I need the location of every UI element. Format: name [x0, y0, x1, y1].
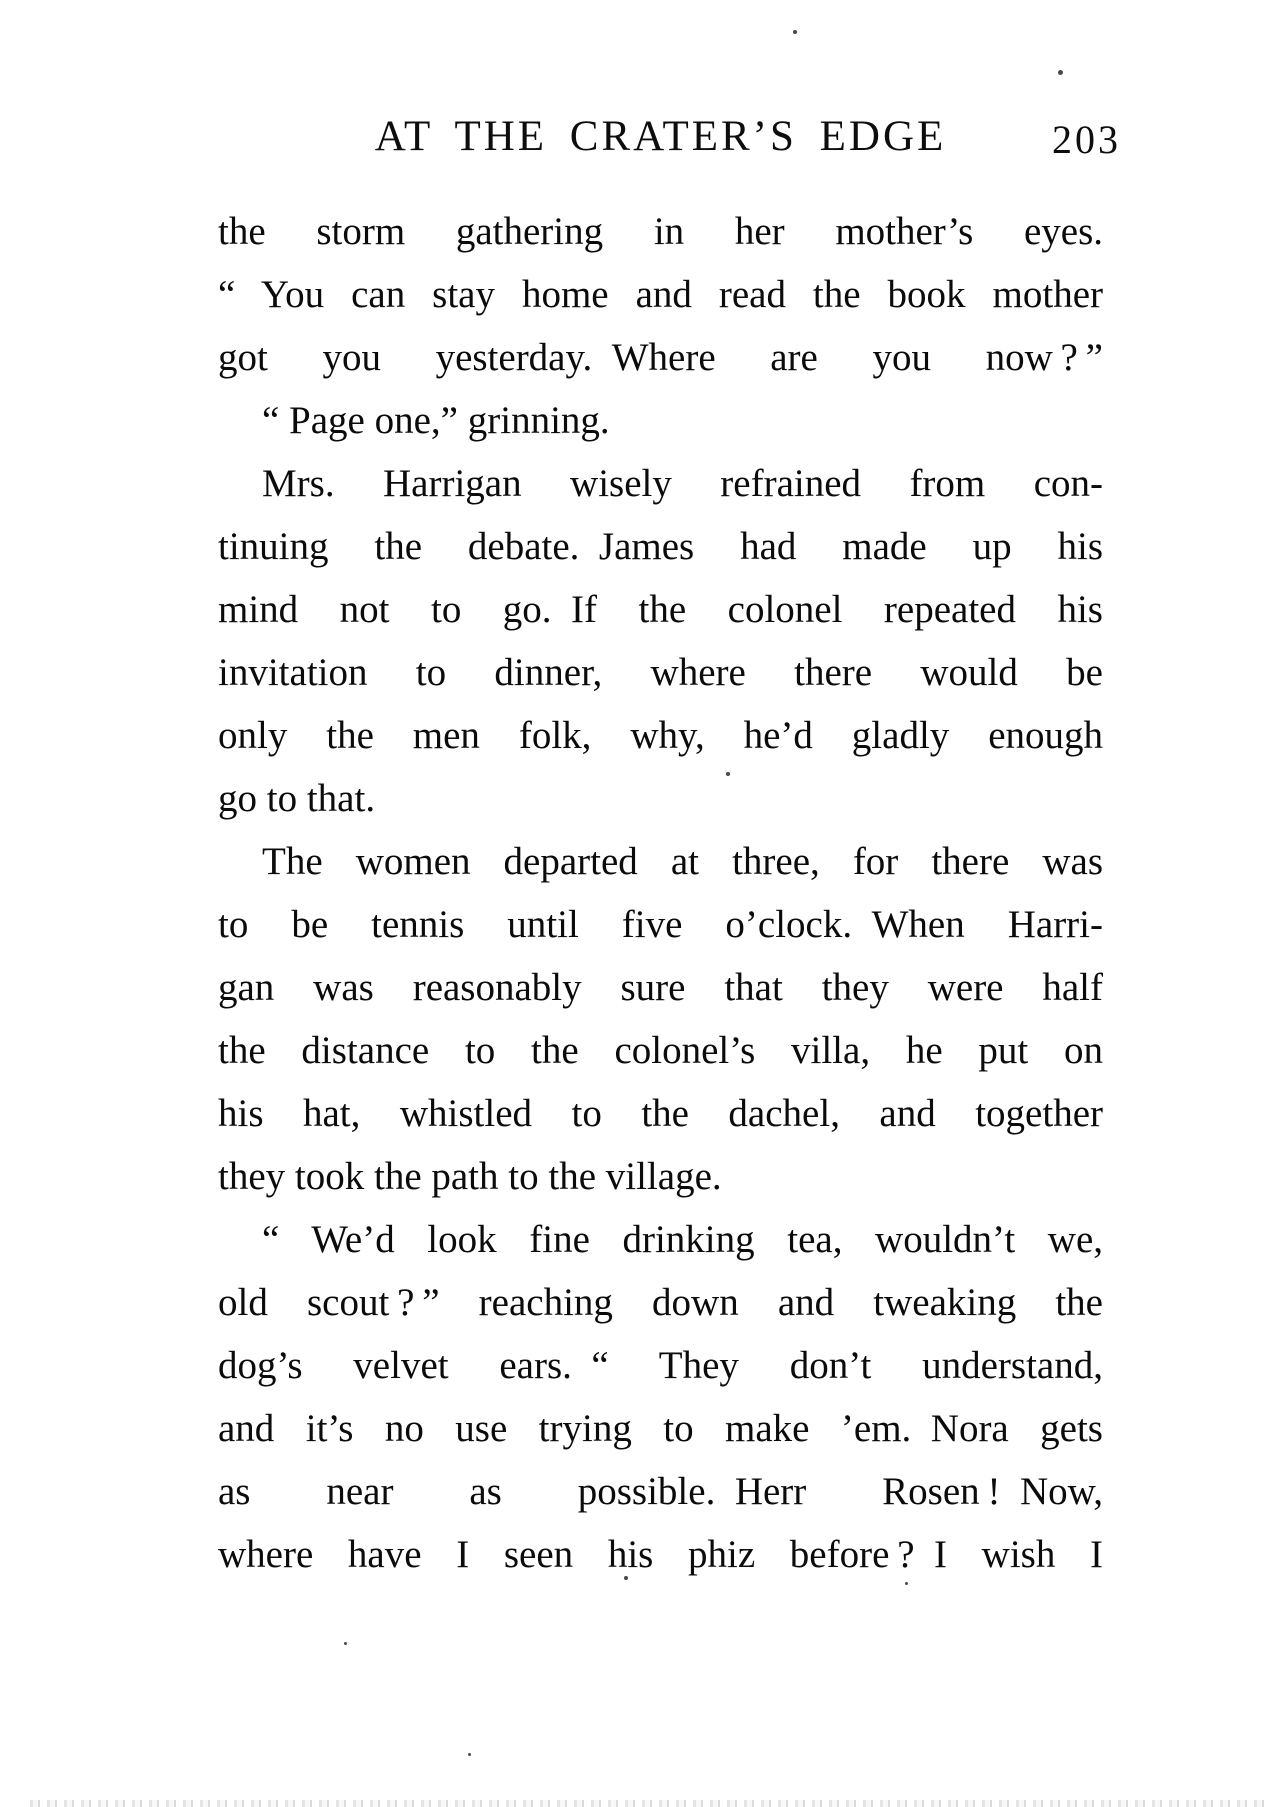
text-line: mind not to go. If the colonel repeated his [218, 588, 1103, 631]
scan-speck [1058, 70, 1063, 75]
text-line: gan was reasonably sure that they were half [218, 966, 1103, 1009]
scan-speck [468, 1753, 471, 1756]
text-line: where have I seen his phiz before ? I wish I [218, 1533, 1103, 1576]
text-line: Mrs. Harrigan wisely refrained from con- [262, 462, 1103, 505]
chapter-title: AT THE CRATER’S EDGE [374, 113, 947, 160]
scan-speck [905, 1582, 908, 1585]
text-line: his hat, whistled to the dachel, and together [218, 1092, 1103, 1135]
text-line: the distance to the colonel’s villa, he put on [218, 1029, 1103, 1072]
scan-speck [793, 30, 797, 34]
text-line: and it’s no use trying to make ’em. Nora gets [218, 1407, 1103, 1450]
text-line: “ Page one,” grinning. [262, 399, 610, 442]
running-header [218, 112, 1121, 164]
page-number: 203 [1052, 117, 1121, 162]
scan-edge-shadow [30, 1800, 1266, 1807]
text-line: dog’s velvet ears. “ They don’t understand, [218, 1344, 1103, 1387]
text-line: go to that. [218, 777, 376, 820]
text-line: tinuing the debate. James had made up his [218, 525, 1103, 568]
text-line: only the men folk, why, he’d gladly enough [218, 714, 1103, 757]
text-line: they took the path to the village. [218, 1155, 722, 1198]
scan-speck [726, 772, 730, 776]
text-line: to be tennis until five o’clock. When Harri- [218, 903, 1103, 946]
text-line: old scout ? ” reaching down and tweaking the [218, 1281, 1103, 1324]
text-line: invitation to dinner, where there would be [218, 651, 1103, 694]
text-line: as near as possible. Herr Rosen ! Now, [218, 1470, 1103, 1513]
body-text [218, 200, 1103, 1586]
text-line: The women departed at three, for there was [262, 840, 1103, 883]
text-line: the storm gathering in her mother’s eyes. [218, 210, 1103, 253]
text-line: “ We’d look fine drinking tea, wouldn’t we, [262, 1218, 1103, 1261]
scan-speck [344, 1642, 347, 1645]
text-line: “ You can stay home and read the book mother [218, 273, 1103, 316]
scan-speck [624, 1576, 628, 1580]
text-line: got you yesterday. Where are you now ? ” [218, 336, 1103, 379]
